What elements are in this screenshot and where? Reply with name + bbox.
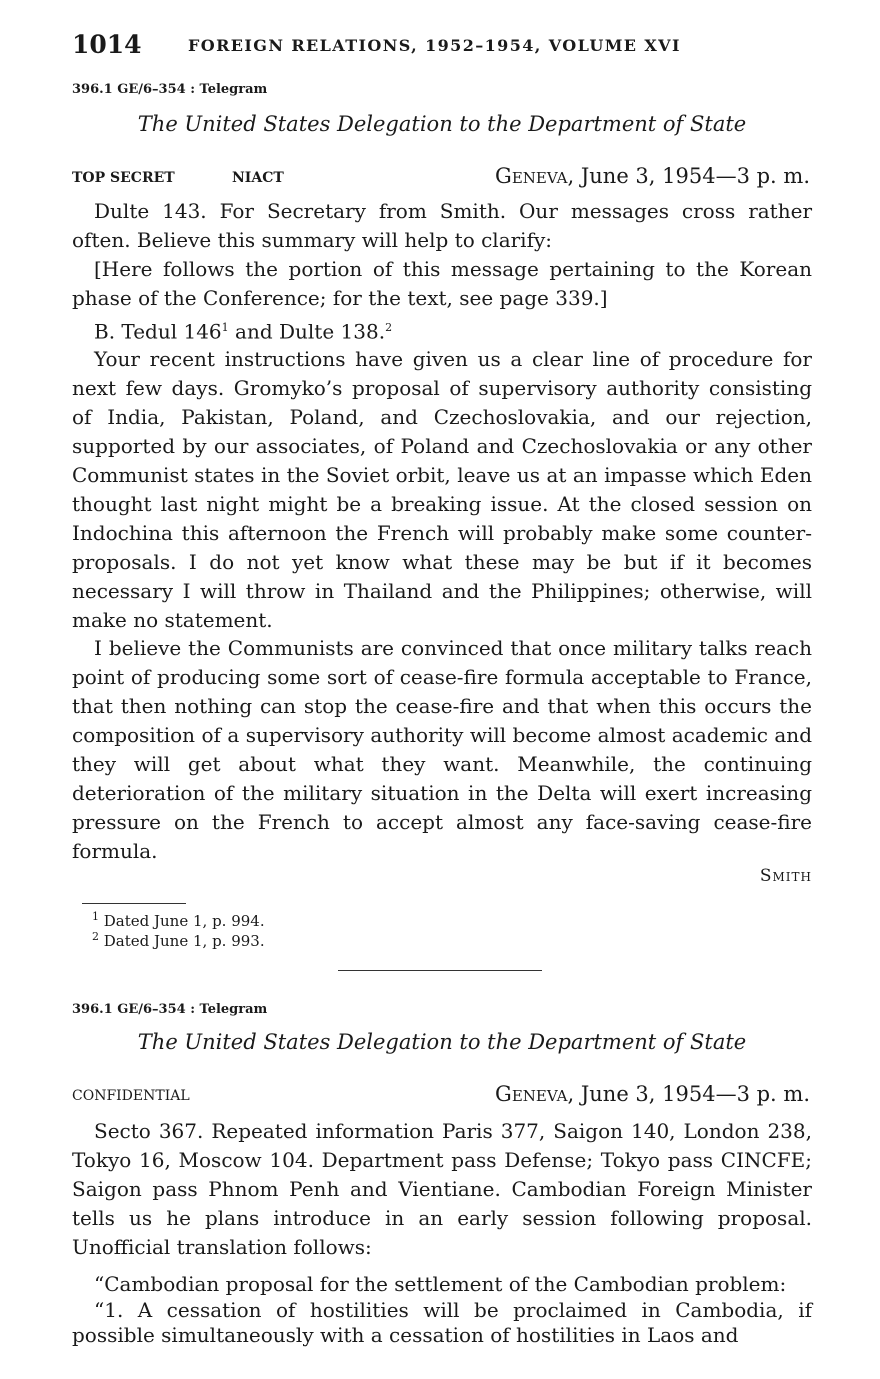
running-head: FOREIGN RELATIONS, 1952–1954, VOLUME XVI [188,36,681,55]
footnote-1-mark: 1 [92,910,99,923]
doc1-ref-dulte: and Dulte 138. [228,319,386,344]
doc1-paragraph-5: I believe the Communists are convinced that once military talks reach point of producing some sort of cease-fire formula acceptable to France, that then nothing can stop the cease-fire and that when this occurs the composition of a supervisory authority will become almost academic and they will get about what they want. Meanwhile, the continuing deterioration of the military situation in the Delta will exert increasing pressure on the French to accept almost any face-saving cease-fire formula. [72,636,812,863]
doc2-dateline [495,1082,810,1106]
footnote-2 [92,930,265,950]
doc1-paragraph-4: Your recent instructions have given us a clear line of procedure for next few days. Gromyko’s proposal of supervisory authority consisting of India, Pakistan, Poland, and Czechoslovakia, and our rejection, supported by our associates, of Poland and Czechoslovakia or any other Communist states in the Soviet orbit, leave us at an impasse which Eden thought last night might be a breaking issue. At the closed session on Indochina this afternoon the French will probably make some counter-proposals. I do not yet know what these may be but if it becomes necessary I will throw in Thailand and the Philippines; otherwise, will make no statement. [72,347,812,632]
doc1-date: , June 3, 1954—3 p. m. [567,164,810,188]
doc1-place: Geneva [495,164,568,188]
page-header [72,30,812,64]
footnote-divider [82,903,186,904]
doc2-paragraph-3: “1. A cessation of hostilities will be proclaimed in Cambodia, if possible simultaneously with a cessation of hostilities in Laos and [72,1298,812,1347]
doc1-signature: Smith [759,866,812,886]
footnote-1-text: Dated June 1, p. 994. [99,912,265,930]
doc1-classification: TOP SECRET [72,170,175,186]
page-number: 1014 [72,30,142,59]
doc1-classification-line [72,164,812,192]
footnote-2-text: Dated June 1, p. 993. [99,932,265,950]
footnote-ref-2: 2 [385,321,393,334]
doc2-file-number: 396.1 GE/6–354 : Telegram [72,1002,268,1017]
footnote-2-mark: 2 [92,930,99,943]
doc2-classification-line [72,1082,812,1110]
doc2-classification: CONFIDENTIAL [72,1088,190,1104]
doc2-place: Geneva [495,1082,568,1106]
doc2-title: The United States Delegation to the Department of State [137,1030,747,1054]
doc1-dateline [495,164,810,188]
footnote-1 [92,910,265,930]
doc1-paragraph-2: [Here follows the portion of this message pertaining to the Korean phase of the Conference; for the text, see page 339.] [72,257,812,310]
doc1-ref-tedul: B. Tedul 146 [94,319,222,344]
doc2-paragraph-1: Secto 367. Repeated information Paris 377, Saigon 140, London 238, Tokyo 16, Moscow 104. Department pass Defense; Tokyo pass CINCFE; Saigon pass Phnom Penh and Vientiane. Cambodian Foreign Minister tells us he plans introduce in an early session following proposal. Unofficial translation follows: [72,1119,812,1259]
doc2-paragraph-2: “Cambodian proposal for the settlement of the Cambodian problem: [94,1272,787,1296]
doc1-file-number: 396.1 GE/6–354 : Telegram [72,82,268,97]
doc2-date: , June 3, 1954—3 p. m. [567,1082,810,1106]
footnote-ref-1: 1 [221,321,229,334]
doc1-paragraph-1: Dulte 143. For Secretary from Smith. Our messages cross rather often. Believe this summary will help to clarify: [72,199,812,252]
doc1-title: The United States Delegation to the Department of State [137,112,747,136]
doc1-precedence: NIACT [232,170,284,186]
doc1-paragraph-3 [72,313,812,347]
document-separator [338,970,542,971]
